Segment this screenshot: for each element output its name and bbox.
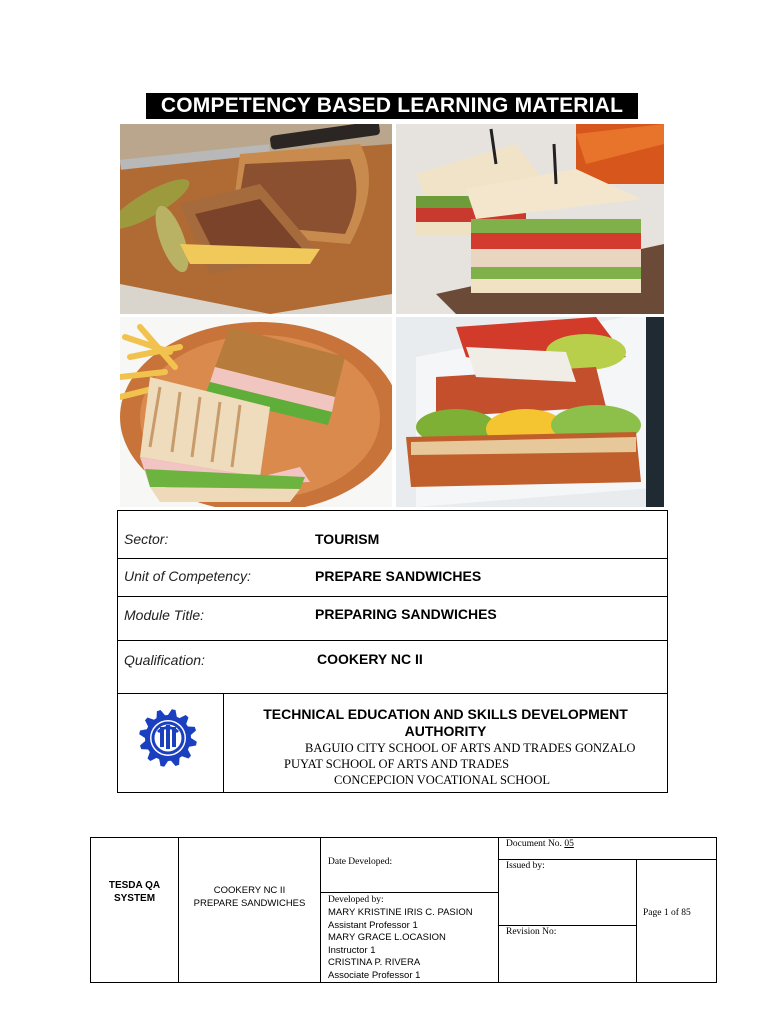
page-number-cell <box>637 860 716 982</box>
qa-system-line1: TESDA QA <box>108 880 161 891</box>
sector-value: TOURISM <box>315 531 380 547</box>
issued-by-cell <box>499 860 637 926</box>
tesda-gear-logo-icon <box>127 705 209 771</box>
developed-by-cell <box>321 893 499 982</box>
document-no-value: 05 <box>564 839 574 849</box>
course-line2: PREPARE SANDWICHES <box>193 898 306 909</box>
document-no-label: Document No. <box>506 839 562 849</box>
school-line2: PUYAT SCHOOL OF ARTS AND TRADES <box>284 757 510 771</box>
club-sandwich-photo <box>396 124 664 314</box>
qualification-row <box>118 641 667 694</box>
revision-no-label: Revision No: <box>506 927 557 937</box>
document-title: COMPETENCY BASED LEARNING MATERIAL <box>146 93 638 119</box>
school-line1: BAGUIO CITY SCHOOL OF ARTS AND TRADES GONZALO <box>305 741 636 755</box>
module-label: Module Title: <box>124 607 205 623</box>
unit-value: PREPARE SANDWICHES <box>315 568 482 584</box>
course-cell <box>179 838 321 982</box>
date-developed-label: Date Developed: <box>328 857 393 867</box>
revision-no-cell <box>499 926 637 982</box>
qa-system-cell <box>91 838 179 982</box>
ham-sandwich-fries-photo <box>120 317 392 507</box>
org-name-line2: AUTHORITY <box>404 723 487 739</box>
module-value: PREPARING SANDWICHES <box>315 606 497 622</box>
pressed-sandwich-photo <box>120 124 392 314</box>
module-row <box>118 597 667 641</box>
course-line1: COOKERY NC II <box>213 885 286 896</box>
document-control-table <box>90 837 717 983</box>
developer-3-name: CRISTINA P. RIVERA <box>328 957 421 968</box>
avocado-toast-photo <box>396 317 664 507</box>
developer-2-title: Instructor 1 <box>328 944 376 956</box>
date-developed-cell <box>321 838 499 893</box>
qualification-value: COOKERY NC II <box>317 651 423 667</box>
org-logo-cell <box>118 694 224 792</box>
qualification-label: Qualification: <box>124 652 205 668</box>
sector-label: Sector: <box>124 531 169 547</box>
document-no-cell <box>499 838 716 860</box>
issued-by-label: Issued by: <box>506 861 545 871</box>
org-name-line1: TECHNICAL EDUCATION AND SKILLS DEVELOPMENT <box>263 706 628 722</box>
developer-1-title: Assistant Professor 1 <box>328 919 418 931</box>
school-line3: CONCEPCION VOCATIONAL SCHOOL <box>334 773 550 787</box>
page-number: Page 1 of 85 <box>643 908 691 918</box>
developer-2-name: MARY GRACE L.OCASION <box>328 932 446 943</box>
org-info-cell <box>224 694 667 792</box>
module-info-table <box>117 510 668 793</box>
developed-by-label: Developed by: <box>328 895 384 905</box>
qa-system-line2: SYSTEM <box>113 893 156 904</box>
developer-1-name: MARY KRISTINE IRIS C. PASION <box>328 907 473 918</box>
unit-label: Unit of Competency: <box>124 568 251 584</box>
sector-row <box>118 511 667 559</box>
developer-3-title: Associate Professor 1 <box>328 969 421 981</box>
unit-row <box>118 559 667 597</box>
